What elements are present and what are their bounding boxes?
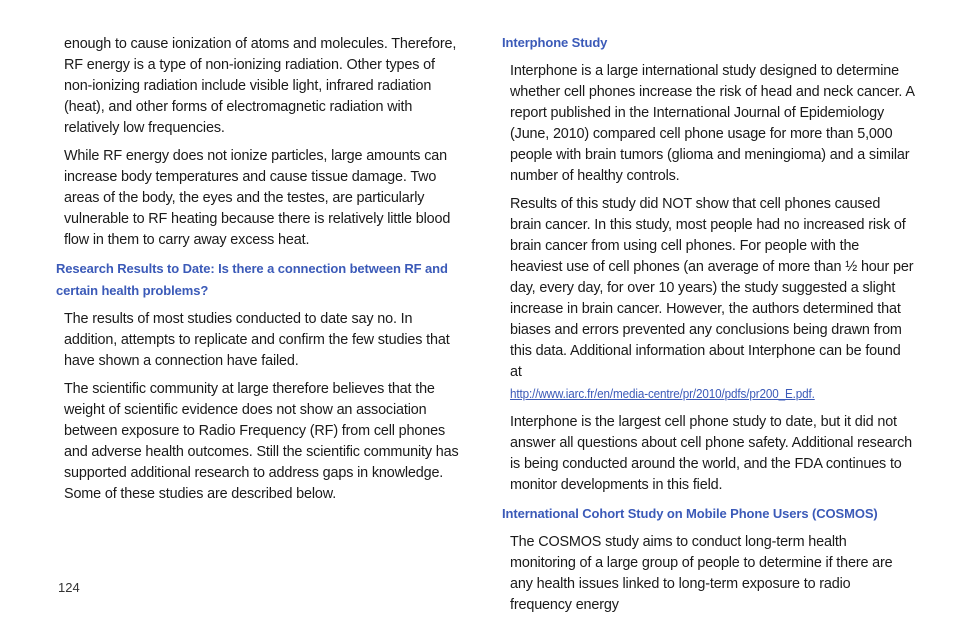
paragraph-ionization: enough to cause ionization of atoms and molecules. Therefore, RF energy is a type of non-ionizing radiation. Other types of non-ionizing radiation include visible light, infrared radiation (heat), and other forms of electromagnetic radiation with relatively low frequencies. bbox=[64, 36, 457, 136]
paragraph-rf-heating: While RF energy does not ionize particles, large amounts can increase body temperatures and cause tissue damage. Two areas of the body, the eyes and the testes, are particularly vulnerable to RF heating because there is relatively little blood flow in them to carry away excess heat. bbox=[64, 148, 451, 248]
section-heading-interphone: Interphone Study bbox=[502, 35, 608, 50]
paragraph-study-results: The results of most studies conducted to date say no. In addition, attempts to replicate and confirm the few studies that have shown a connection have failed. bbox=[64, 311, 450, 369]
interphone-results-text: Results of this study did NOT show that cell phones caused brain cancer. In this study, most people had no increased risk of brain cancer from using cell phones. For people with the heaviest use of cell phones (an average of more than ½ hour per day, every day, for over 10 years) the study suggested a slight increase in brain cancer. However, the authors determined that biases and errors prevented any conclusions being drawn from this data. Additional information about Interphone can be found at bbox=[510, 196, 914, 380]
paragraph-scientific-community: The scientific community at large therefore believes that the weight of scientific evidence does not show an association between exposure to Radio Frequency (RF) from cell phones and adverse health outcomes. Still the scientific community has supported additional research to address gaps in knowledge. Some of these studies are described below. bbox=[64, 381, 459, 502]
iarc-link[interactable]: http://www.iarc.fr/en/media-centre/pr/2010/pdfs/pr200_E.pdf. bbox=[510, 386, 815, 401]
paragraph-interphone-results bbox=[502, 194, 914, 405]
paragraph-interphone-largest: Interphone is the largest cell phone study to date, but it did not answer all questions about cell phone safety. Additional research is being conducted around the world, and the FDA continues to monitor developments in this field. bbox=[510, 414, 912, 493]
section-heading-research-results: Research Results to Date: Is there a connection between RF and certain health problems? bbox=[56, 261, 448, 298]
left-column bbox=[56, 34, 464, 512]
section-heading-cosmos: International Cohort Study on Mobile Phone Users (COSMOS) bbox=[502, 506, 878, 521]
paragraph-cosmos: The COSMOS study aims to conduct long-term health monitoring of a large group of people to determine if there are any health issues linked to long-term exposure to radio frequency energy bbox=[510, 534, 893, 613]
right-column bbox=[502, 34, 914, 623]
paragraph-interphone-intro: Interphone is a large international study designed to determine whether cell phones increase the risk of head and neck cancer. A report published in the International Journal of Epidemiology (June, 2010) compared cell phone usage for more than 5,000 people with brain tumors (glioma and meningioma) and a similar number of healthy controls. bbox=[510, 63, 914, 184]
page-number: 124 bbox=[58, 580, 80, 595]
